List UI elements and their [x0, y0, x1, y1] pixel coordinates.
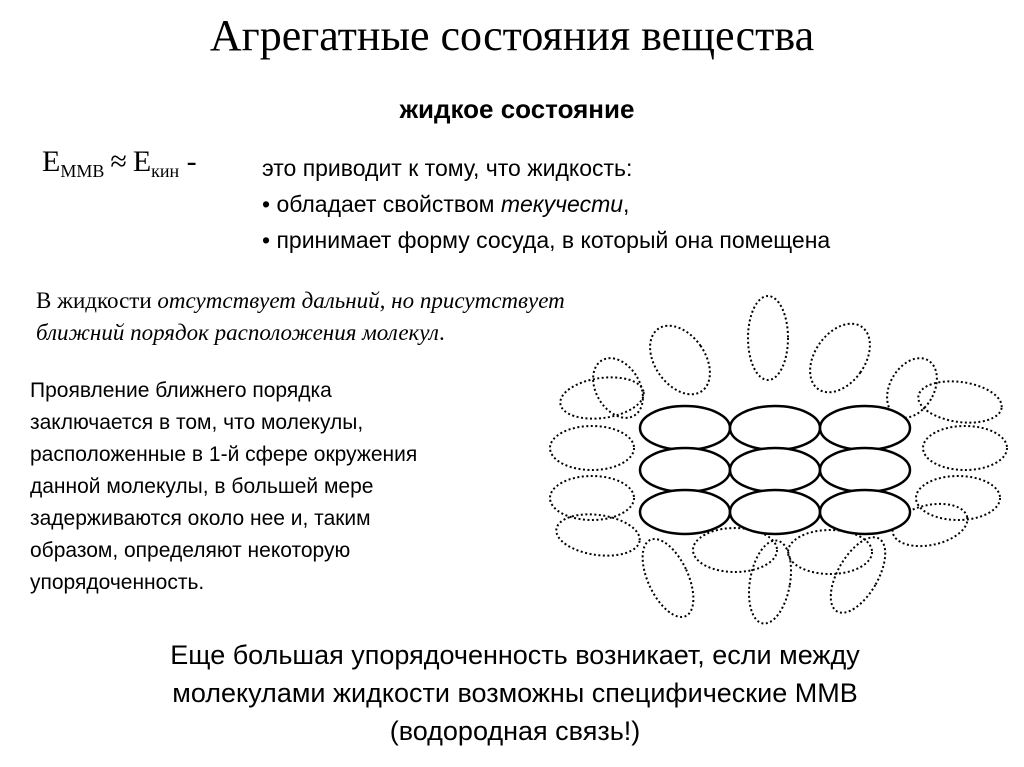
conclusion-line-1: Еще большая упорядоченность возникает, если между: [170, 640, 860, 670]
order-note-line-2: [36, 317, 565, 349]
outer-molecule: [916, 376, 1005, 427]
explanation-line: упорядоченность.: [30, 571, 205, 594]
outer-molecule: [632, 531, 704, 624]
explanation-line: задерживаются около нее и, таким: [30, 507, 371, 530]
explanation-line: расположенные в 1-й сфере окружения: [30, 443, 418, 466]
inner-molecule: [730, 448, 820, 492]
explanation-line: образом, определяют некоторую: [30, 539, 351, 562]
inner-molecule: [640, 490, 730, 534]
outer-molecule: [798, 313, 883, 404]
inner-molecule: [730, 490, 820, 534]
order-note-period: .: [438, 320, 445, 345]
inner-molecule: [820, 490, 910, 534]
bullet-fluidity-suffix: ,: [623, 191, 630, 217]
explanation-paragraph: [30, 375, 470, 599]
consequence-intro: это приводит к тому, что жидкость:: [262, 155, 633, 181]
inner-molecule: [640, 406, 730, 450]
order-note-line-1: [36, 285, 565, 317]
outer-molecule: [550, 426, 634, 470]
formula-e1-subscript: ММВ: [60, 161, 105, 181]
explanation-line: заключается в том, что молекулы,: [30, 411, 364, 434]
outer-molecule: [638, 315, 723, 406]
inner-molecule: [640, 448, 730, 492]
conclusion-text: [60, 636, 970, 750]
formula-dash: -: [186, 145, 197, 178]
formula-e2-subscript: кин: [151, 161, 180, 181]
inner-molecule: [820, 448, 910, 492]
outer-molecule: [550, 476, 634, 520]
outer-molecule: [554, 509, 643, 560]
inner-molecule: [730, 406, 820, 450]
formula-e1: E: [42, 145, 61, 178]
order-note-line2-text: ближний порядок расположения молекул: [36, 320, 439, 345]
energy-formula: [42, 142, 197, 191]
formula-e2: E: [132, 145, 152, 178]
order-note-line1-rest: отсутствует дальний, но присутствует: [157, 288, 565, 313]
outer-molecule: [558, 372, 647, 423]
explanation-line: Проявление ближнего порядка: [30, 379, 332, 402]
consequence-bullet-shape: • принимает форму сосуда, в который она помещена: [262, 227, 831, 253]
consequence-block: [262, 150, 830, 258]
bullet-fluidity-prefix: • обладает свойством: [262, 191, 501, 217]
consequence-bullet-fluidity: [262, 186, 830, 222]
conclusion-line-2: молекулами жидкости возможны специфические ММВ: [172, 678, 858, 708]
conclusion-line-3: (водородная связь!): [389, 716, 641, 746]
formula-approx-sign: ≈: [110, 145, 127, 178]
molecule-arrangement-diagram: [540, 290, 1010, 630]
explanation-line: данной молекулы, в большей мере: [30, 475, 374, 498]
inner-molecule: [820, 406, 910, 450]
outer-molecule: [748, 296, 788, 380]
outer-molecule: [820, 529, 897, 622]
outer-molecule: [916, 476, 1000, 520]
order-note: [36, 285, 565, 349]
slide-subtitle: жидкое состояние: [399, 94, 635, 124]
inner-molecule-grid: [640, 406, 910, 534]
order-note-prefix: В жидкости: [36, 288, 158, 313]
outer-molecule: [788, 530, 872, 574]
bullet-fluidity-emphasis: текучести: [500, 191, 624, 217]
slide-title: Агрегатные состояния вещества: [209, 11, 815, 60]
outer-molecule: [923, 426, 1007, 470]
